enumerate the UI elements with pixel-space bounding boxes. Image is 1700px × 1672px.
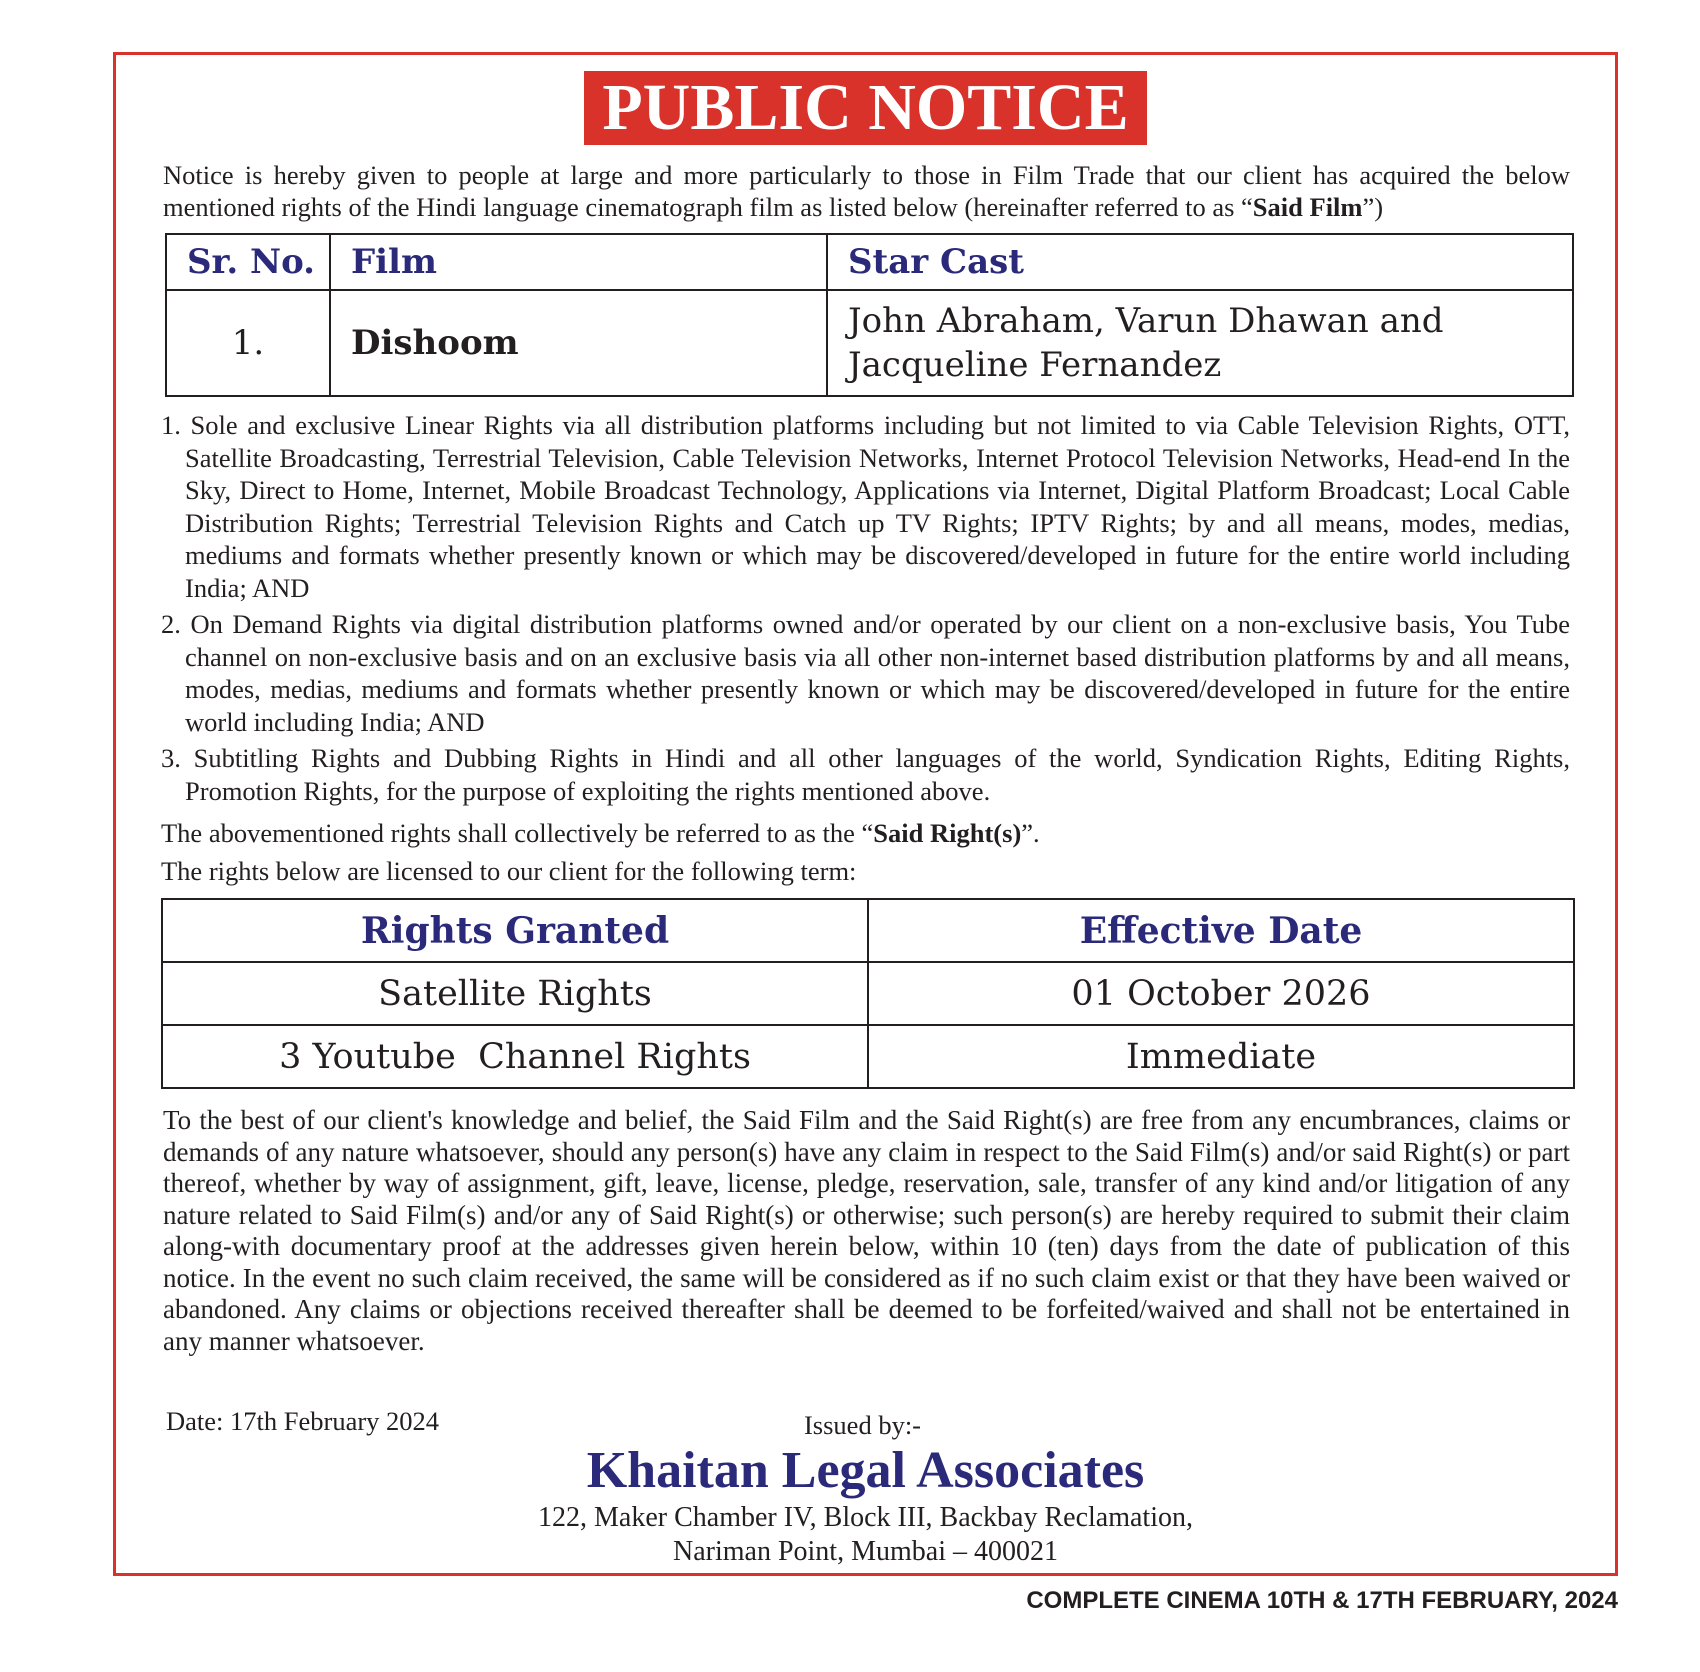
intro-paragraph [163,159,1570,223]
header-star-cast: Star Cast [827,234,1573,290]
film-table-header [166,234,1573,290]
header-film: Film [330,234,827,290]
term-note: The rights below are licensed to our client for the following term: [161,856,857,886]
publication-footer: COMPLETE CINEMA 10TH & 17TH FEBRUARY, 2024 [1026,1587,1618,1614]
table-row [162,1025,1574,1088]
header-rights-granted: Rights Granted [162,899,868,962]
film-table [165,233,1574,397]
rights-table-header [162,899,1574,962]
cast-line-2: Jacqueline Fernandez [848,345,1222,385]
said-rights-bold: Said Right(s) [873,818,1022,848]
said-rights-end: ”. [1021,818,1040,848]
table-row [166,290,1573,396]
address-line-1: 122, Maker Chamber IV, Block III, Backbay Reclamation, [538,1502,1193,1533]
cell-star-cast [827,290,1573,396]
firm-address [116,1501,1615,1569]
cast-line-1: John Abraham, Varun Dhawan and [848,301,1444,341]
notice-date: Date: 17th February 2024 [166,1406,440,1436]
cell-film: Dishoom [330,290,827,396]
address-line-2: Nariman Point, Mumbai – 400021 [673,1536,1058,1567]
title-wrap [116,71,1615,145]
firm-name: Khaitan Legal Associates [586,1442,1145,1499]
list-item: 1. Sole and exclusive Linear Rights via all distribution platforms including but not limited to via Cable Television Rights, OTT, Satellite Broadcasting, Terrestrial Television, Cable Television Networks, Internet Protocol Television Networks, Head-end In the Sky, Direct to Home, Internet, Mobile Broadcast Technology, Applications via Internet, Digital Platform Broadcast; Local Cable Distribution Rights; Terrestrial Television Rights and Catch up TV Rights; IPTV Rights; by and all means, modes, medias, mediums and formats whether presently known or which may be discovered/developed in future for the entire world including India; AND [161,410,1570,603]
table-row [162,962,1574,1025]
notice-frame [113,52,1618,1576]
cell-date: 01 October 2026 [868,962,1574,1025]
rights-table [161,898,1575,1089]
said-rights-note [161,817,1040,849]
said-rights-text: The abovementioned rights shall collectively be referred to as the “ [161,818,874,848]
header-sr-no: Sr. No. [166,234,330,290]
header-effective-date: Effective Date [868,899,1574,962]
cell-date: Immediate [868,1025,1574,1088]
intro-bold: Said Film [1252,192,1363,222]
notice-title: PUBLIC NOTICE [584,71,1146,145]
rights-list [161,409,1570,811]
list-item: 3. Subtitling Rights and Dubbing Rights in Hindi and all other languages of the world, Syndication Rights, Editing Rights, Promotion Rights, for the purpose of exploiting the rights mentioned above. [161,743,1570,806]
cell-right: Satellite Rights [162,962,868,1025]
cell-sr-no: 1. [166,290,330,396]
intro-text: Notice is hereby given to people at large and more particularly to those in Film Trade that our client has acquired the below mentioned rights of the Hindi language cinematograph film as listed below (hereinafter referred to as “ [163,160,1570,222]
cell-right: 3 Youtube Channel Rights [162,1025,868,1088]
issued-by: Issued by:- [803,1410,922,1440]
list-item: 2. On Demand Rights via digital distribution platforms owned and/or operated by our client on a non-exclusive basis, You Tube channel on non-exclusive basis and on an exclusive basis via all other non-internet based distribution platforms by and all means, modes, medias, mediums and formats whether presently known or which may be discovered/developed in future for the entire world including India; AND [161,609,1570,737]
intro-end: ”) [1362,192,1384,222]
closing-paragraph: To the best of our client's knowledge and belief, the Said Film and the Said Right(s) are free from any encumbrances, claims or demands of any nature whatsoever, should any person(s) have any claim in respect to the Said Film(s) and/or said Right(s) or part thereof, whether by way of assignment, gift, leave, license, pledge, reservation, sale, transfer of any kind and/or litigation of any nature related to Said Film(s) and/or any of Said Right(s) or otherwise; such person(s) are hereby required to submit their claim along-with documentary proof at the addresses given herein below, within 10 (ten) days from the date of publication of this notice. In the event no such claim received, the same will be considered as if no such claim exist or that they have been waived or abandoned. Any claims or objections received thereafter shall be deemed to be forfeited/waived and shall not be entertained in any manner whatsoever. [163,1105,1570,1356]
